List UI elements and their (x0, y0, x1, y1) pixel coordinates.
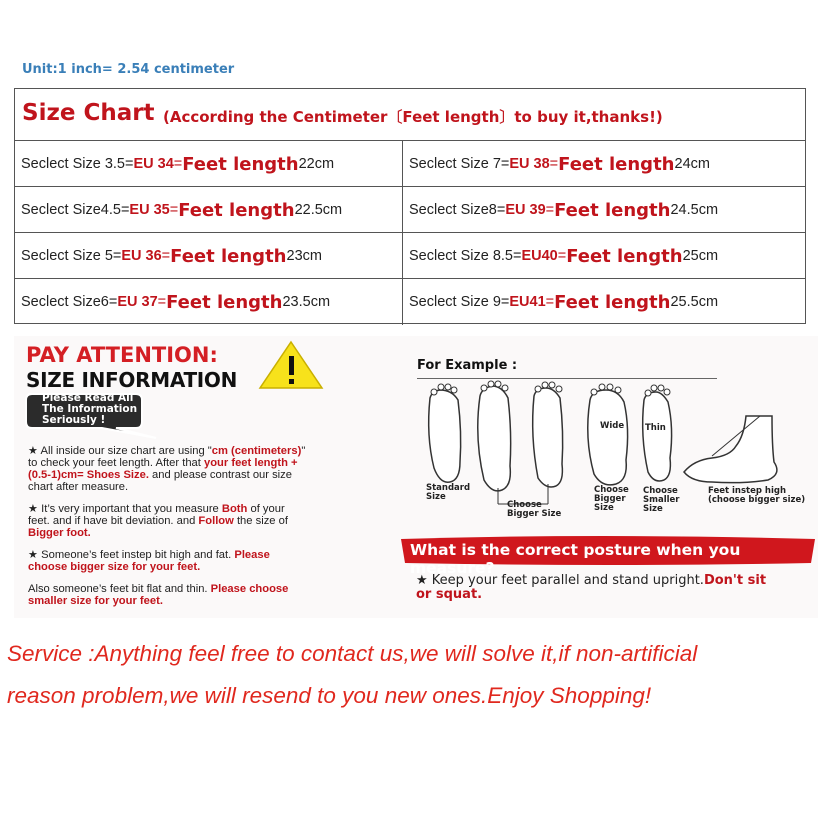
feet-length-label: Feet length (170, 245, 287, 267)
equals-sign: = (161, 248, 171, 264)
caption-smaller: Choose Smaller Size (643, 486, 680, 514)
eu-size: EU 36 (121, 248, 162, 264)
feet-length-label: Feet length (178, 199, 295, 221)
size-cell-right (403, 279, 805, 325)
size-information-heading: SIZE INFORMATION (26, 368, 238, 392)
warning-icon (258, 340, 328, 390)
size-label: Seclect Size8= (409, 202, 506, 218)
note-centimeters: ★ All inside our size chart are using "cm (centimeters)" to check your feet length. After that your feet length + (0.5-1)cm= Shoes Size. and please contrast our size chart after measure. (28, 445, 306, 493)
size-chart-header (15, 89, 805, 141)
thin-label: Thin (645, 423, 666, 433)
thin-foot-icon (643, 392, 672, 481)
size-label: Seclect Size4.5= (21, 202, 130, 218)
size-row (15, 233, 805, 279)
posture-instruction: ★ Keep your feet parallel and stand upright.Don't sit or squat. (416, 573, 767, 602)
posture-title: What is the correct posture when you measure? (410, 541, 741, 577)
size-label: Seclect Size 7= (409, 156, 510, 172)
feet-length-label: Feet length (566, 245, 683, 267)
feet-length-label: Feet length (554, 199, 671, 221)
eu-size: EU 39 (505, 202, 546, 218)
size-chart-title: Size Chart (22, 100, 155, 126)
caption-bigger-long: Choose Bigger Size (507, 500, 562, 519)
eu-size: EU 37 (117, 294, 158, 310)
size-label: Seclect Size 9= (409, 294, 510, 310)
size-chart-subtitle: (According the Centimeter〔Feet length〕to buy it,thanks!) (163, 108, 663, 126)
size-cell-left (15, 233, 403, 279)
size-cell-left (15, 141, 403, 187)
size-cell-right (403, 187, 805, 233)
equals-sign: = (173, 156, 183, 172)
service-line-1: Service :Anything feel free to contact us,we will solve it,if non-artificial (7, 641, 698, 666)
feet-length-label: Feet length (182, 153, 299, 175)
note-both-feet: ★ It’s very important that you measure Both of your feet. and if have bit deviation. and Follow the size of Bigger foot. (28, 503, 288, 539)
eu-size: EU40 (521, 248, 558, 264)
pay-attention-heading: PAY ATTENTION: (26, 343, 218, 367)
feet-length-label: Feet length (558, 153, 675, 175)
unit-note: Unit:1 inch= 2.54 centimeter (22, 62, 235, 77)
example-label: For Example : (417, 358, 518, 373)
size-row (15, 141, 805, 187)
centimeter-value: 22.5cm (294, 202, 343, 218)
eu-size: EU41 (509, 294, 546, 310)
size-row (15, 279, 805, 325)
centimeter-value: 23cm (286, 248, 322, 264)
size-row (15, 187, 805, 233)
feet-length-label: Feet length (166, 291, 283, 313)
caption-instep: Feet instep high (choose bigger size) (708, 486, 806, 505)
bubble-text: Please Read All The Information Seriously ! (42, 392, 138, 426)
feet-length-label: Feet length (554, 291, 671, 313)
centimeter-value: 24.5cm (670, 202, 719, 218)
centimeter-value: 22cm (298, 156, 335, 172)
wide-label: Wide (600, 421, 625, 431)
long-foot-icon-2 (533, 388, 563, 487)
equals-sign: = (157, 294, 167, 310)
eu-size: EU 34 (133, 156, 174, 172)
equals-sign: = (549, 156, 559, 172)
note-flat-feet: Also someone’s feet bit flat and thin. Please choose smaller size for your feet. (28, 583, 289, 607)
eu-size: EU 35 (129, 202, 170, 218)
size-cell-right (403, 233, 805, 279)
equals-sign: = (545, 294, 555, 310)
size-cell-left (15, 187, 403, 233)
equals-sign: = (557, 248, 567, 264)
long-foot-icon (478, 386, 511, 491)
size-cell-right (403, 141, 805, 187)
side-foot-icon (684, 416, 777, 483)
note-high-instep: ★ Someone’s feet instep bit high and fat. Please choose bigger size for your feet. (28, 549, 270, 573)
equals-sign: = (545, 202, 555, 218)
size-chart-table (14, 88, 806, 324)
size-label: Seclect Size 8.5= (409, 248, 522, 264)
size-label: Seclect Size6= (21, 294, 118, 310)
standard-foot-icon (429, 390, 461, 482)
size-cell-left (15, 279, 403, 325)
service-line-2: reason problem,we will resend to you new ones.Enjoy Shopping! (7, 683, 652, 708)
wide-foot-icon (588, 390, 628, 485)
centimeter-value: 25.5cm (670, 294, 719, 310)
equals-sign: = (169, 202, 179, 218)
caption-bigger: Choose Bigger Size (594, 485, 629, 513)
eu-size: EU 38 (509, 156, 550, 172)
caption-standard: Standard Size (426, 483, 471, 502)
size-label: Seclect Size 5= (21, 248, 122, 264)
centimeter-value: 23.5cm (282, 294, 331, 310)
size-label: Seclect Size 3.5= (21, 156, 134, 172)
centimeter-value: 24cm (674, 156, 710, 172)
centimeter-value: 25cm (682, 248, 719, 264)
